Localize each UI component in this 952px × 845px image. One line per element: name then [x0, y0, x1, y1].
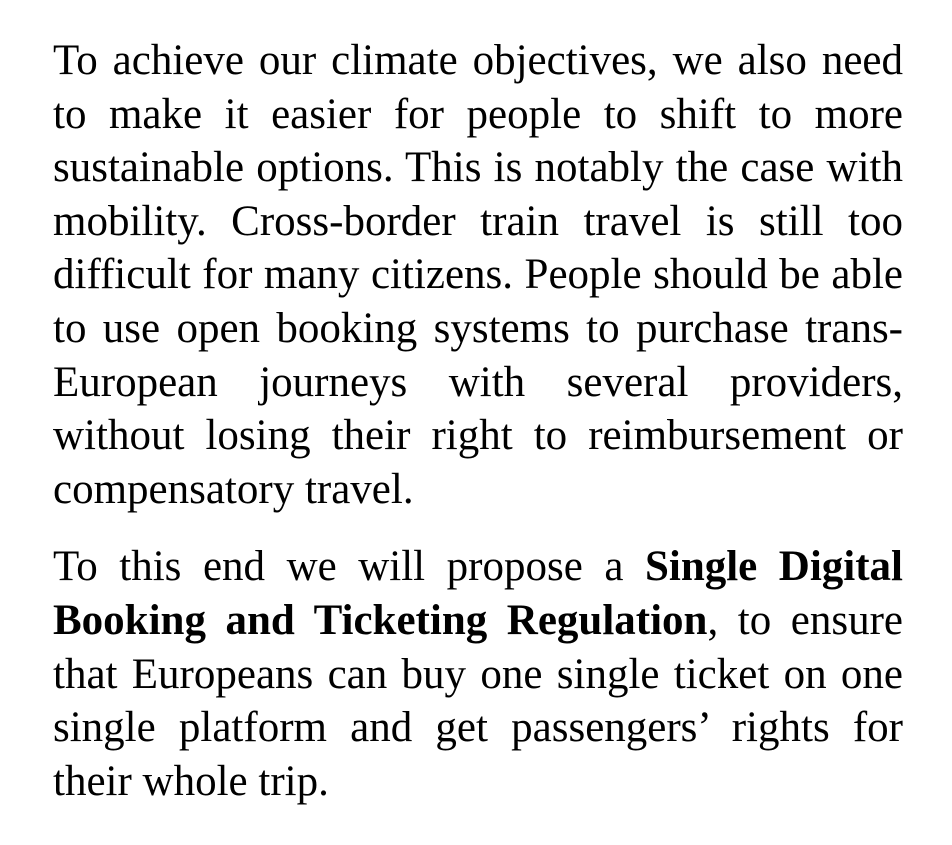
paragraph-2-intro: To this end we will propose a [53, 543, 645, 591]
paragraph-climate-objectives: To achieve our climate objectives, we also need to make it easier for people to shift to more sustainable options. This is notably the case with mobility. Cross-border train travel is still too difficult for many citizens. People should be able to use open booking systems to purchase trans-European journeys with several providers, without losing their right to reimbursement or compensatory travel. [53, 37, 903, 513]
paragraph-ticketing-regulation [53, 540, 903, 808]
paragraph-2-rest: , to ensure that Europeans can buy one single ticket on one single platform and get passengers’ rights for their whole trip. [53, 596, 903, 805]
document-body [53, 34, 903, 808]
regulation-name: Single Digital Booking and Ticketing Regulation [53, 543, 904, 644]
